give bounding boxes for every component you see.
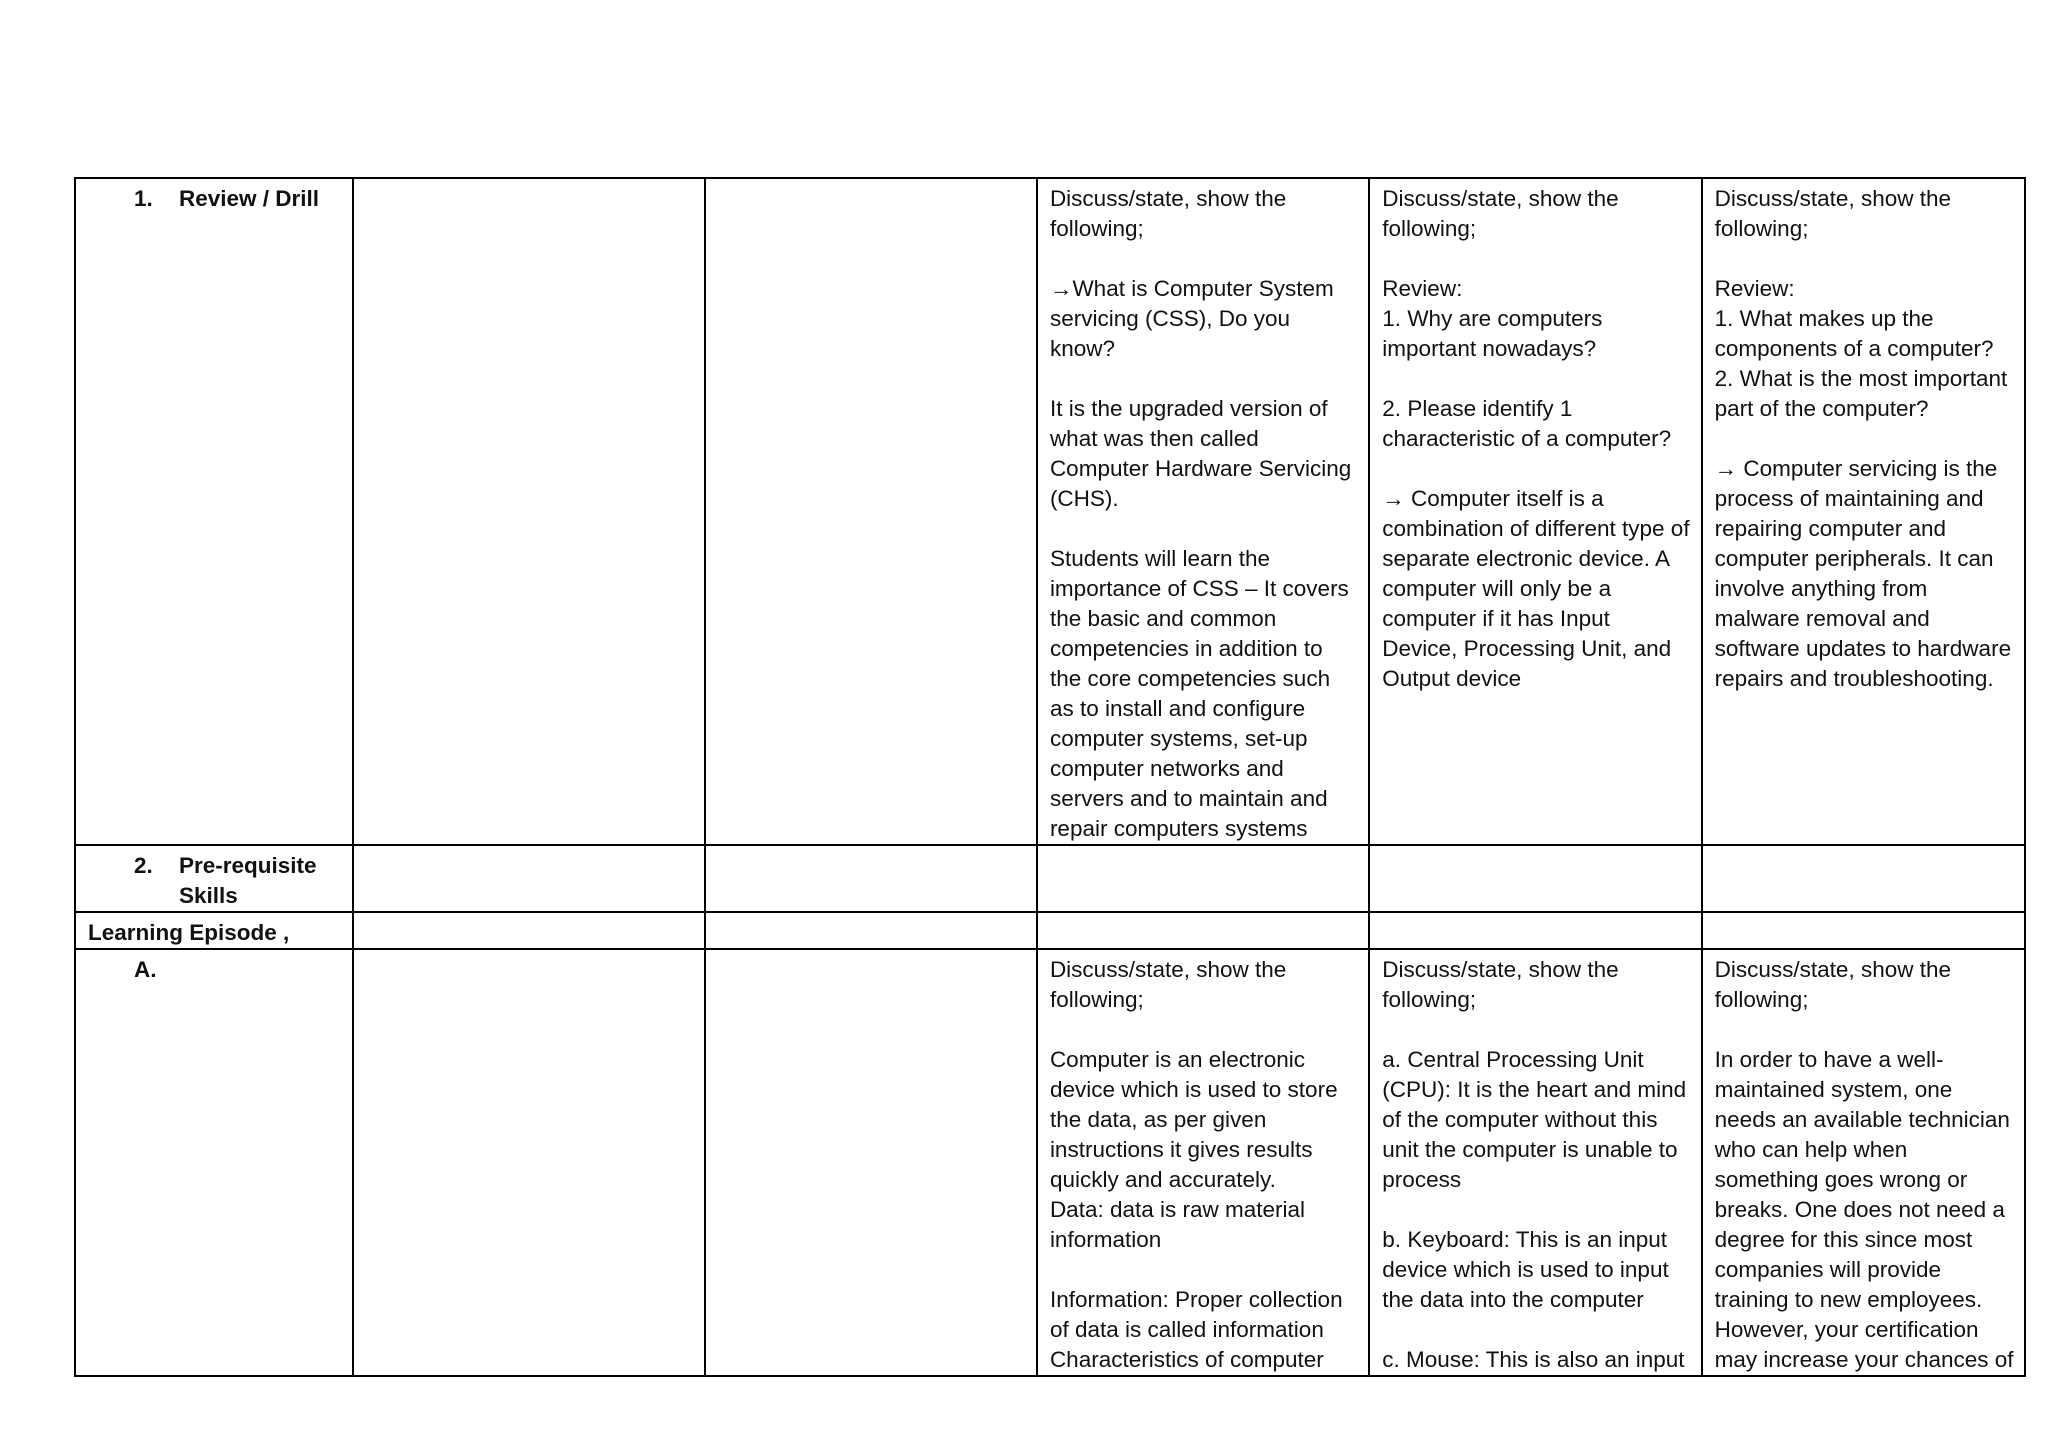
prerequisite-cell-5 — [1369, 845, 1701, 912]
prerequisite-cell-2 — [353, 845, 704, 912]
review-drill-cell-5 — [1369, 178, 1701, 845]
table-row-prerequisite-skills — [75, 845, 2025, 912]
learning-episode-cell-3 — [705, 912, 1037, 949]
review-drill-label-cell — [75, 178, 353, 845]
review-drill-cell-3 — [705, 178, 1037, 845]
lesson-plan-table — [74, 177, 2026, 1377]
table-row-review-drill — [75, 178, 2025, 845]
row-a-cell-5 — [1369, 949, 1701, 1376]
review-drill-number: 1. — [134, 186, 153, 211]
review-drill-text-day3: Discuss/state, show the following; Review: 1. What makes up the components of a computer? 2. What is the most important part of the computer? → Computer servicing is the process of maintaining and repairing computer and computer peripherals. It can involve anything from malware removal and software updates to hardware repairs and troubleshooting. — [1714, 186, 2012, 691]
review-drill-text-day2: Discuss/state, show the following; Review: 1. Why are computers important nowadays? 2. Please identify 1 characteristic of a computer? → Computer itself is a combination of different type of separate electronic device. A computer will only be a computer if it has Input Device, Processing Unit, and Output device — [1382, 186, 1690, 691]
review-drill-label: Review / Drill — [179, 186, 320, 211]
prerequisite-cell-3 — [705, 845, 1037, 912]
row-a-text-day1: Discuss/state, show the following; Computer is an electronic device which is used to store the data, as per given instructions it gives results quickly and accurately. Data: data is raw material information Information: Proper collection of data is called information Characteristics of computer — [1049, 957, 1343, 1372]
row-a-cell-2 — [353, 949, 704, 1376]
learning-episode-cell-5 — [1369, 912, 1701, 949]
review-drill-cell-6 — [1702, 178, 2025, 845]
row-a-label-cell — [75, 949, 353, 1376]
prerequisite-label: Pre-requisite Skills — [179, 853, 317, 908]
learning-episode-cell-2 — [353, 912, 704, 949]
review-drill-cell-4 — [1037, 178, 1369, 845]
learning-episode-label: Learning Episode , — [88, 920, 290, 945]
row-a-cell-6 — [1702, 949, 2025, 1376]
table-row-a — [75, 949, 2025, 1376]
learning-episode-cell-6 — [1702, 912, 2025, 949]
row-a-label: A. — [134, 957, 157, 982]
prerequisite-label-cell — [75, 845, 353, 912]
row-a-text-day3: Discuss/state, show the following; In order to have a well-maintained system, one needs an available technician who can help when something goes wrong or breaks. One does not need a degree for this since most companies will provide training to new employees. However, your certification may increase your chances of — [1714, 957, 2014, 1372]
row-a-cell-4 — [1037, 949, 1369, 1376]
prerequisite-number: 2. — [134, 853, 153, 878]
table-row-learning-episode — [75, 912, 2025, 949]
prerequisite-cell-4 — [1037, 845, 1369, 912]
learning-episode-label-cell — [75, 912, 353, 949]
prerequisite-cell-6 — [1702, 845, 2025, 912]
row-a-cell-3 — [705, 949, 1037, 1376]
review-drill-cell-2 — [353, 178, 704, 845]
learning-episode-cell-4 — [1037, 912, 1369, 949]
review-drill-text-day1: Discuss/state, show the following; →What is Computer System servicing (CSS), Do you know? It is the upgraded version of what was then called Computer Hardware Servicing (CHS). Students will learn the importance of CSS – It covers the basic and common competencies in addition to the core competencies such as to install and configure computer systems, set-up computer networks and servers and to maintain and repair computers systems — [1049, 186, 1352, 841]
row-a-text-day2: Discuss/state, show the following; a. Central Processing Unit (CPU): It is the heart and mind of the computer without this unit the computer is unable to process b. Keyboard: This is an input device which is used to input the data into the computer c. Mouse: This is also an input — [1382, 957, 1687, 1372]
